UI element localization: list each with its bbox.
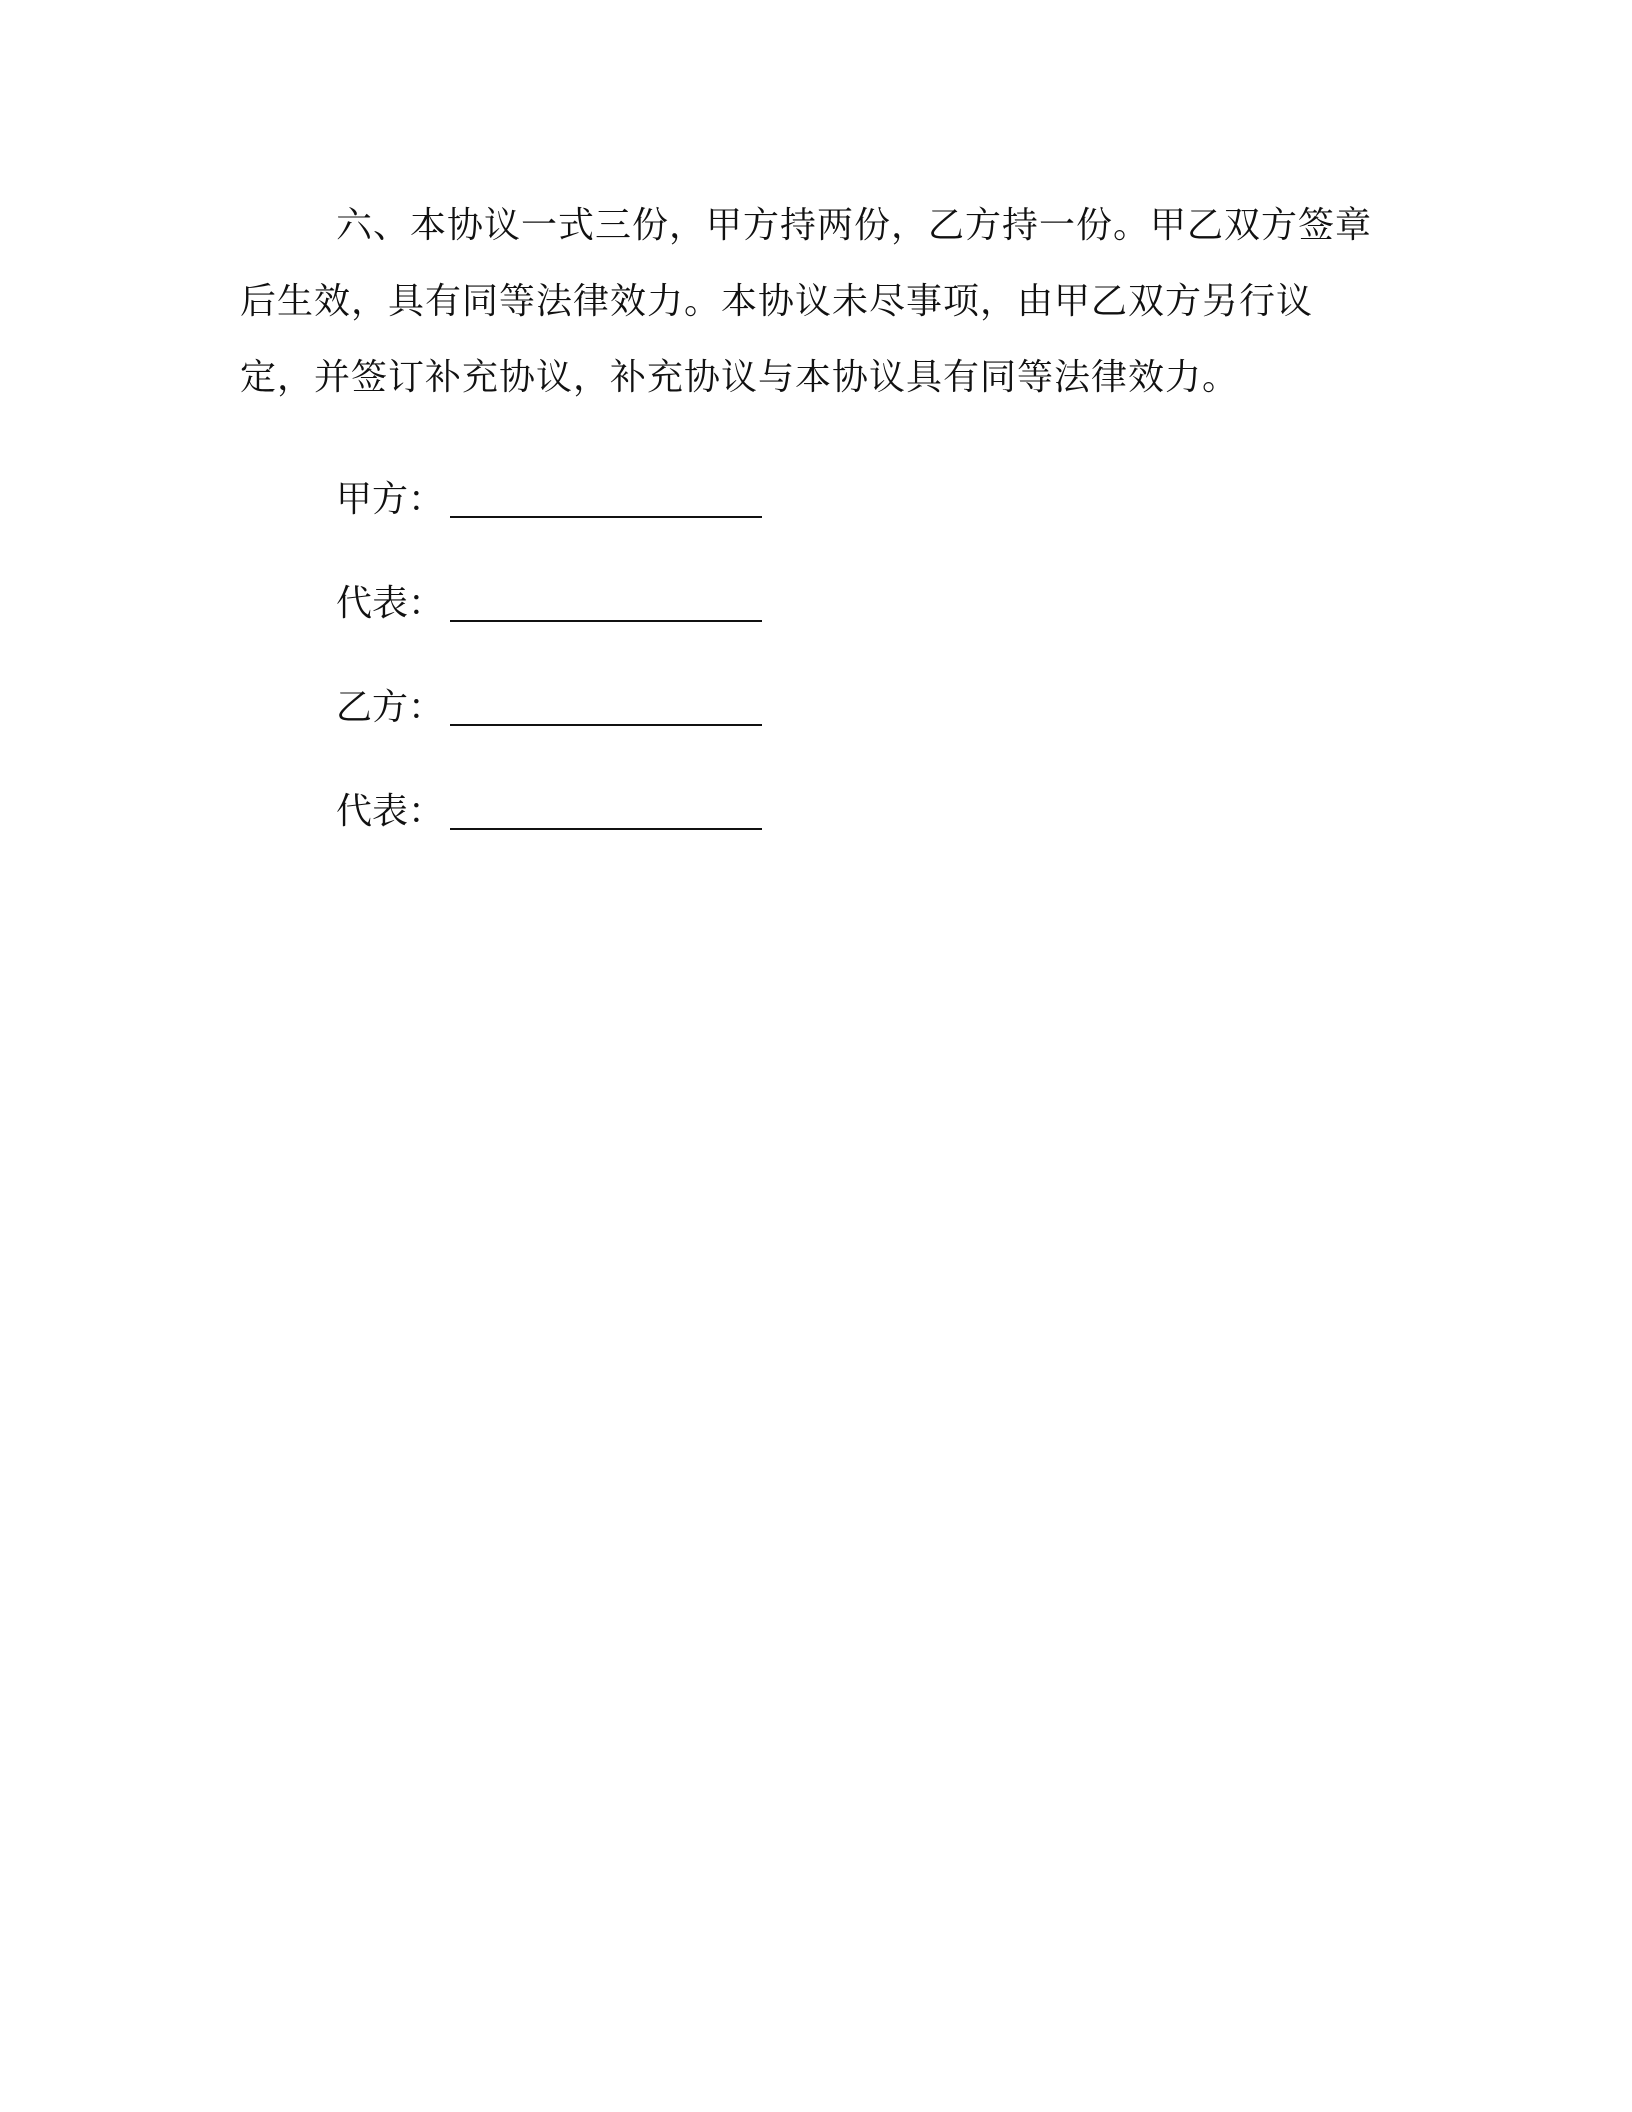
signature-blank-line xyxy=(450,476,762,518)
signature-blank-line xyxy=(450,684,762,726)
signature-party-a-representative xyxy=(240,524,1384,628)
signature-party-a xyxy=(240,446,1384,524)
signature-label: 乙方： xyxy=(336,687,445,728)
signature-party-b-representative xyxy=(240,732,1384,836)
signature-block xyxy=(240,446,1384,836)
signature-blank-line xyxy=(450,788,762,830)
clause-six-paragraph: 六、本协议一式三份，甲方持两份，乙方持一份。甲乙双方签章后生效，具有同等法律效力。本协议未尽事项，由甲乙双方另行议定，并签订补充协议，补充协议与本协议具有同等法律效力。 xyxy=(240,205,1373,398)
document-body xyxy=(240,188,1384,836)
signature-label: 代表： xyxy=(336,791,445,832)
signature-label: 甲方： xyxy=(336,479,445,520)
signature-blank-line xyxy=(450,580,762,622)
signature-party-b xyxy=(240,628,1384,732)
signature-label: 代表： xyxy=(336,583,445,624)
